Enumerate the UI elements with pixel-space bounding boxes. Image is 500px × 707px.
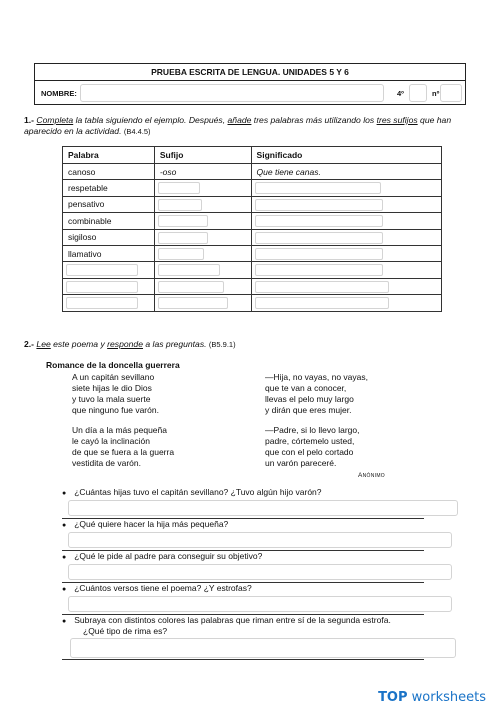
poem-title: Romance de la doncella guerrera	[46, 360, 180, 370]
word-input[interactable]	[66, 297, 138, 309]
suffix-table	[62, 146, 442, 312]
poem-stanza-2-right	[265, 425, 360, 469]
bullet-icon: ●	[62, 554, 67, 561]
suffix-cell	[154, 213, 251, 229]
logo-worksheets: worksheets	[407, 690, 486, 705]
q1-number: 1.-	[24, 115, 35, 125]
question-item	[62, 615, 391, 625]
header-meaning: Significado	[251, 147, 441, 164]
poem-stanza-2-left	[72, 425, 174, 469]
question-text: ¿Cuántas hijas tuvo el capitán sevillano? ¿Tuvo algún hijo varón?	[74, 487, 322, 497]
answer-input[interactable]	[70, 638, 456, 658]
header-row	[35, 80, 465, 106]
suffix-input[interactable]	[158, 182, 200, 194]
q1-suffixes: tres sufijos	[376, 115, 418, 125]
q1-text: que han	[417, 115, 452, 125]
meaning-cell	[251, 229, 441, 245]
bullet-icon: ●	[62, 618, 67, 625]
poem-author: Anónimo	[358, 472, 385, 479]
word-cell: sigiloso	[63, 229, 155, 245]
meaning-input[interactable]	[255, 281, 389, 293]
verse: vestidita de varón.	[72, 458, 141, 468]
example-word: canoso	[63, 164, 155, 180]
verse: un varón pareceré.	[265, 458, 337, 468]
question-item	[62, 583, 252, 593]
verse: de que se fuera a la guerra	[72, 447, 175, 457]
table-row	[63, 245, 442, 261]
poem-stanza-1-left	[72, 372, 159, 416]
logo-top: TOP	[378, 690, 408, 705]
suffix-input[interactable]	[158, 215, 208, 227]
meaning-input[interactable]	[255, 215, 383, 227]
q2-text: este poema y	[50, 339, 108, 349]
table-row	[63, 180, 442, 196]
verse: llevas el pelo muy largo	[265, 394, 354, 404]
meaning-input[interactable]	[255, 232, 383, 244]
example-suffix: -oso	[154, 164, 251, 180]
meaning-cell	[251, 180, 441, 196]
table-row-blank	[63, 295, 442, 311]
question-item	[62, 551, 262, 561]
verse: —Hija, no vayas, no vayas,	[265, 372, 368, 382]
suffix-input[interactable]	[158, 199, 202, 211]
word-input[interactable]	[66, 264, 138, 276]
q1-verb-complete: Completa	[36, 115, 74, 125]
suffix-cell	[154, 295, 251, 311]
suffix-cell	[154, 196, 251, 212]
word-cell	[63, 278, 155, 294]
q1-text: tres palabras más utilizando los	[251, 115, 377, 125]
q1-text: la tabla siguiendo el ejemplo. Después,	[73, 115, 228, 125]
question-1	[24, 115, 474, 137]
word-cell: respetable	[63, 180, 155, 196]
answer-input[interactable]	[68, 596, 452, 612]
verse: A un capitán sevillano	[72, 372, 155, 382]
word-cell: llamativo	[63, 245, 155, 261]
q2-code: (B5.9.1)	[208, 340, 236, 349]
word-input[interactable]	[66, 281, 138, 293]
q2-verb-answer: responde	[107, 339, 143, 349]
suffix-cell	[154, 278, 251, 294]
table-row	[63, 213, 442, 229]
verse: que te van a conocer,	[265, 383, 347, 393]
q2-text: a las preguntas.	[142, 339, 207, 349]
number-label: nº	[432, 89, 440, 98]
answer-line	[62, 659, 424, 660]
header-suffix: Sufijo	[154, 147, 251, 164]
question-item	[62, 519, 228, 529]
answer-input[interactable]	[68, 500, 458, 516]
bullet-icon: ●	[62, 490, 67, 497]
meaning-input[interactable]	[255, 182, 381, 194]
number-input[interactable]	[440, 84, 462, 102]
meaning-input[interactable]	[255, 248, 383, 260]
suffix-cell	[154, 262, 251, 278]
header-word: Palabra	[63, 147, 155, 164]
question-text: ¿Qué quiere hacer la hija más pequeña?	[74, 519, 229, 529]
answer-input[interactable]	[68, 532, 452, 548]
question-item	[62, 487, 322, 497]
bullet-icon: ●	[62, 586, 67, 593]
bullet-icon: ●	[62, 522, 67, 529]
meaning-input[interactable]	[255, 264, 383, 276]
grade-input[interactable]	[409, 84, 427, 102]
verse: que con el pelo cortado	[265, 447, 354, 457]
verse: padre, córtemelo usted,	[265, 436, 355, 446]
meaning-cell	[251, 196, 441, 212]
example-meaning: Que tiene canas.	[251, 164, 441, 180]
word-cell: combinable	[63, 213, 155, 229]
verse: y dirán que eres mujer.	[265, 405, 352, 415]
word-cell	[63, 295, 155, 311]
q2-number: 2.-	[24, 339, 35, 349]
suffix-input[interactable]	[158, 297, 228, 309]
suffix-input[interactable]	[158, 232, 208, 244]
q1-verb-add: añade	[227, 115, 252, 125]
table-row-blank	[63, 278, 442, 294]
answer-input[interactable]	[68, 564, 452, 580]
suffix-cell	[154, 245, 251, 261]
word-cell	[63, 262, 155, 278]
topworksheets-logo	[378, 690, 486, 705]
question-text-cont: ¿Qué tipo de rima es?	[83, 626, 168, 636]
meaning-cell	[251, 262, 441, 278]
table-header-row	[63, 147, 442, 164]
question-text: ¿Qué le pide al padre para conseguir su objetivo?	[74, 551, 263, 561]
suffix-input[interactable]	[158, 281, 224, 293]
question-text: Subraya con distintos colores las palabras que riman entre sí de la segunda estrofa.	[74, 615, 391, 625]
verse: siete hijas le dio Dios	[72, 383, 152, 393]
poem-stanza-1-right	[265, 372, 368, 416]
table-row-blank	[63, 262, 442, 278]
meaning-cell	[251, 213, 441, 229]
header-box	[34, 63, 466, 105]
q2-verb-read: Lee	[36, 339, 51, 349]
meaning-cell	[251, 295, 441, 311]
q1-code: (B4.4.5)	[123, 127, 151, 136]
meaning-cell	[251, 245, 441, 261]
meaning-input[interactable]	[255, 199, 383, 211]
table-row	[63, 196, 442, 212]
question-text: ¿Cuántos versos tiene el poema? ¿Y estrofas?	[74, 583, 252, 593]
name-input[interactable]	[80, 84, 384, 102]
q1-text-line2: aparecido en la actividad.	[24, 126, 122, 136]
verse: le cayó la inclinación	[72, 436, 150, 446]
verse: Un día a la más pequeña	[72, 425, 167, 435]
suffix-input[interactable]	[158, 248, 204, 260]
table-row-example	[63, 164, 442, 180]
question-2	[24, 339, 474, 350]
verse: y tuvo la mala suerte	[72, 394, 151, 404]
meaning-cell	[251, 278, 441, 294]
suffix-input[interactable]	[158, 264, 220, 276]
verse: —Padre, si lo llevo largo,	[265, 425, 360, 435]
table-row	[63, 229, 442, 245]
name-label: NOMBRE:	[41, 89, 77, 98]
suffix-cell	[154, 229, 251, 245]
word-cell: pensativo	[63, 196, 155, 212]
exam-title: PRUEBA ESCRITA DE LENGUA. UNIDADES 5 Y 6	[151, 67, 349, 77]
verse: que ninguno fue varón.	[72, 405, 159, 415]
grade-label: 4º	[397, 89, 404, 98]
suffix-cell	[154, 180, 251, 196]
meaning-input[interactable]	[255, 297, 389, 309]
